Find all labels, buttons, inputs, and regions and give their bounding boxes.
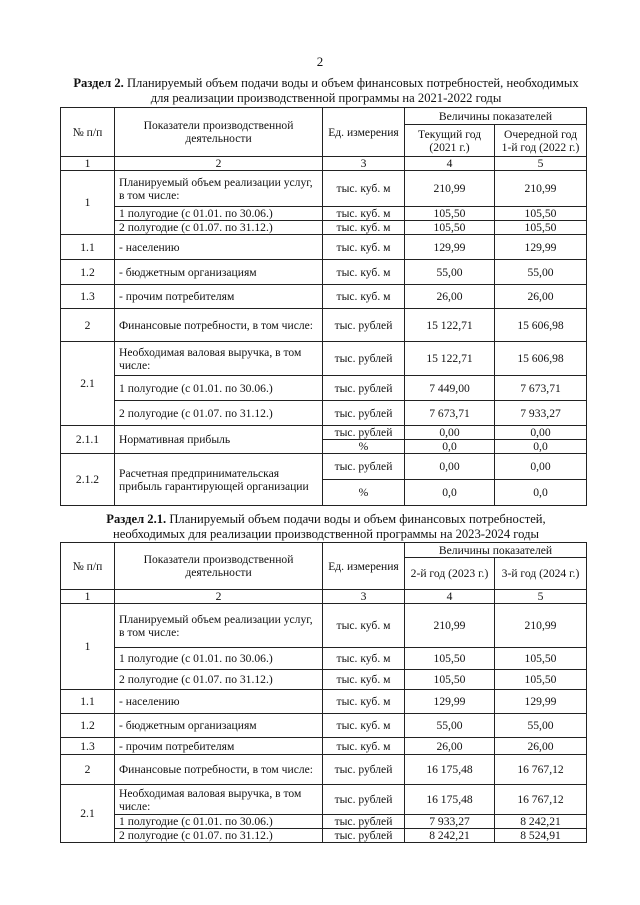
table-row	[61, 235, 587, 260]
row-value-2: 0,0	[495, 480, 587, 506]
row-unit: тыс. рублей	[323, 401, 405, 426]
row-number: 1.1	[61, 235, 115, 260]
row-value-1: 16 175,48	[405, 785, 495, 815]
col-index-1: 1	[61, 157, 115, 171]
row-name: Планируемый объем реализации услуг, в том числе:	[115, 604, 323, 648]
row-value-1: 55,00	[405, 714, 495, 738]
row-value-1: 7 673,71	[405, 401, 495, 426]
page-number: 2	[316, 54, 324, 69]
row-value-2: 0,0	[495, 440, 587, 454]
row-name: 1 полугодие (с 01.01. по 30.06.)	[115, 376, 323, 401]
table-row	[61, 690, 587, 714]
row-value-2: 26,00	[495, 285, 587, 309]
row-value-2: 210,99	[495, 171, 587, 207]
hdr-values: Величины показателей	[405, 108, 587, 125]
col-index-4: 4	[405, 157, 495, 171]
row-value-1: 7 449,00	[405, 376, 495, 401]
table-row	[61, 426, 587, 440]
row-unit: тыс. рублей	[323, 785, 405, 815]
row-value-1: 105,50	[405, 670, 495, 690]
table-row	[61, 670, 587, 690]
row-value-2: 210,99	[495, 604, 587, 648]
row-unit: %	[323, 440, 405, 454]
hdr-year1: Текущий год (2021 г.)	[405, 125, 495, 157]
col-index-2: 2	[115, 157, 323, 171]
hdr-unit: Ед. измерения	[323, 108, 405, 157]
row-value-2: 55,00	[495, 714, 587, 738]
col-index-5: 5	[495, 590, 587, 604]
row-value-1: 0,0	[405, 440, 495, 454]
row-unit: тыс. рублей	[323, 426, 405, 440]
row-unit: тыс. куб. м	[323, 648, 405, 670]
row-value-2: 105,50	[495, 207, 587, 221]
row-name: 1 полугодие (с 01.01. по 30.06.)	[115, 815, 323, 829]
row-value-1: 105,50	[405, 221, 495, 235]
row-name: - населению	[115, 690, 323, 714]
table-row	[61, 755, 587, 785]
row-name: Нормативная прибыль	[115, 426, 323, 454]
col-index-3: 3	[323, 157, 405, 171]
row-name: 2 полугодие (с 01.07. по 31.12.)	[115, 221, 323, 235]
table-row	[61, 454, 587, 480]
row-value-1: 0,0	[405, 480, 495, 506]
row-name: 1 полугодие (с 01.01. по 30.06.)	[115, 207, 323, 221]
row-name: Финансовые потребности, в том числе:	[115, 755, 323, 785]
row-number: 2.1.1	[61, 426, 115, 454]
table-row	[61, 785, 587, 815]
row-value-2: 8 242,21	[495, 815, 587, 829]
row-value-2: 16 767,12	[495, 755, 587, 785]
section2-heading	[70, 512, 582, 542]
row-unit: тыс. куб. м	[323, 207, 405, 221]
table-row	[61, 207, 587, 221]
row-unit: тыс. рублей	[323, 309, 405, 342]
row-unit: тыс. куб. м	[323, 714, 405, 738]
row-unit: %	[323, 480, 405, 506]
row-number: 2	[61, 755, 115, 785]
row-unit: тыс. рублей	[323, 454, 405, 480]
row-name: 2 полугодие (с 01.07. по 31.12.)	[115, 401, 323, 426]
row-number: 2.1.2	[61, 454, 115, 506]
row-number: 2.1	[61, 785, 115, 843]
row-name: - бюджетным организациям	[115, 714, 323, 738]
row-unit: тыс. куб. м	[323, 171, 405, 207]
row-value-2: 26,00	[495, 738, 587, 755]
row-value-2: 55,00	[495, 260, 587, 285]
row-name: 2 полугодие (с 01.07. по 31.12.)	[115, 829, 323, 843]
row-unit: тыс. куб. м	[323, 604, 405, 648]
row-unit: тыс. куб. м	[323, 221, 405, 235]
row-unit: тыс. рублей	[323, 815, 405, 829]
row-name: Планируемый объем реализации услуг, в том числе:	[115, 171, 323, 207]
row-value-1: 0,00	[405, 454, 495, 480]
table-row	[61, 309, 587, 342]
row-number: 2.1	[61, 342, 115, 426]
row-name: - бюджетным организациям	[115, 260, 323, 285]
row-unit: тыс. куб. м	[323, 260, 405, 285]
table-row	[61, 815, 587, 829]
row-value-2: 105,50	[495, 648, 587, 670]
row-name: Необходимая валовая выручка, в том числе:	[115, 342, 323, 376]
section2-title-bold: Раздел 2.1.	[106, 512, 167, 526]
row-name: 1 полугодие (с 01.01. по 30.06.)	[115, 648, 323, 670]
row-value-2: 8 524,91	[495, 829, 587, 843]
section1-heading	[70, 76, 582, 106]
row-unit: тыс. куб. м	[323, 235, 405, 260]
row-value-1: 129,99	[405, 235, 495, 260]
table-row	[61, 171, 587, 207]
row-value-1: 210,99	[405, 171, 495, 207]
row-value-2: 0,00	[495, 454, 587, 480]
hdr-num: № п/п	[61, 108, 115, 157]
row-value-2: 16 767,12	[495, 785, 587, 815]
row-number: 1.2	[61, 714, 115, 738]
row-value-2: 15 606,98	[495, 342, 587, 376]
row-value-1: 7 933,27	[405, 815, 495, 829]
row-unit: тыс. рублей	[323, 829, 405, 843]
row-value-2: 0,00	[495, 426, 587, 440]
row-value-2: 15 606,98	[495, 309, 587, 342]
hdr-year2: Очередной год 1-й год (2022 г.)	[495, 125, 587, 157]
row-number: 1.3	[61, 738, 115, 755]
hdr-indicator: Показатели производственной деятельности	[115, 108, 323, 157]
row-value-2: 129,99	[495, 690, 587, 714]
row-name: Финансовые потребности, в том числе:	[115, 309, 323, 342]
row-value-1: 55,00	[405, 260, 495, 285]
row-value-2: 7 933,27	[495, 401, 587, 426]
row-value-1: 16 175,48	[405, 755, 495, 785]
row-unit: тыс. куб. м	[323, 738, 405, 755]
row-name: - прочим потребителям	[115, 738, 323, 755]
col-index-3: 3	[323, 590, 405, 604]
row-value-1: 105,50	[405, 207, 495, 221]
table-row	[61, 738, 587, 755]
col-index-4: 4	[405, 590, 495, 604]
table-row	[61, 376, 587, 401]
row-name: - прочим потребителям	[115, 285, 323, 309]
row-name: 2 полугодие (с 01.07. по 31.12.)	[115, 670, 323, 690]
section1-title-bold: Раздел 2.	[73, 76, 124, 90]
table-row	[61, 285, 587, 309]
hdr-num: № п/п	[61, 543, 115, 590]
row-value-1: 129,99	[405, 690, 495, 714]
row-value-1: 15 122,71	[405, 342, 495, 376]
row-value-2: 7 673,71	[495, 376, 587, 401]
table-row	[61, 260, 587, 285]
row-number: 1.2	[61, 260, 115, 285]
row-unit: тыс. куб. м	[323, 670, 405, 690]
section1-table	[60, 107, 587, 506]
table-row	[61, 221, 587, 235]
row-value-2: 105,50	[495, 670, 587, 690]
hdr-year2: 3-й год (2024 г.)	[495, 558, 587, 590]
row-number: 1.1	[61, 690, 115, 714]
row-number: 1	[61, 171, 115, 235]
row-value-1: 26,00	[405, 738, 495, 755]
col-index-1: 1	[61, 590, 115, 604]
row-value-1: 26,00	[405, 285, 495, 309]
table-row	[61, 401, 587, 426]
row-value-1: 0,00	[405, 426, 495, 440]
row-name: - населению	[115, 235, 323, 260]
table-row	[61, 714, 587, 738]
row-number: 1.3	[61, 285, 115, 309]
row-value-2: 105,50	[495, 221, 587, 235]
row-name: Необходимая валовая выручка, в том числе:	[115, 785, 323, 815]
row-unit: тыс. куб. м	[323, 690, 405, 714]
row-value-2: 129,99	[495, 235, 587, 260]
hdr-year1: 2-й год (2023 г.)	[405, 558, 495, 590]
row-unit: тыс. рублей	[323, 342, 405, 376]
row-value-1: 8 242,21	[405, 829, 495, 843]
row-value-1: 210,99	[405, 604, 495, 648]
table-row	[61, 829, 587, 843]
table-row	[61, 648, 587, 670]
row-name: Расчетная предпринимательская прибыль гарантирующей организации	[115, 454, 323, 506]
section2-title-rest: Планируемый объем подачи воды и объем финансовых потребностей, необходимых для реализации производственной программы на 2023-2024 годы	[113, 512, 546, 541]
hdr-unit: Ед. измерения	[323, 543, 405, 590]
row-unit: тыс. рублей	[323, 376, 405, 401]
row-number: 1	[61, 604, 115, 690]
row-unit: тыс. рублей	[323, 755, 405, 785]
row-unit: тыс. куб. м	[323, 285, 405, 309]
row-number: 2	[61, 309, 115, 342]
table-row	[61, 342, 587, 376]
section2-table	[60, 542, 587, 843]
section1-title-rest: Планируемый объем подачи воды и объем финансовых потребностей, необходимых для реализации производственной программы на 2021-2022 годы	[123, 76, 579, 105]
hdr-indicator: Показатели производственной деятельности	[115, 543, 323, 590]
table-row	[61, 604, 587, 648]
row-value-1: 105,50	[405, 648, 495, 670]
col-index-2: 2	[115, 590, 323, 604]
col-index-5: 5	[495, 157, 587, 171]
hdr-values: Величины показателей	[405, 543, 587, 558]
row-value-1: 15 122,71	[405, 309, 495, 342]
